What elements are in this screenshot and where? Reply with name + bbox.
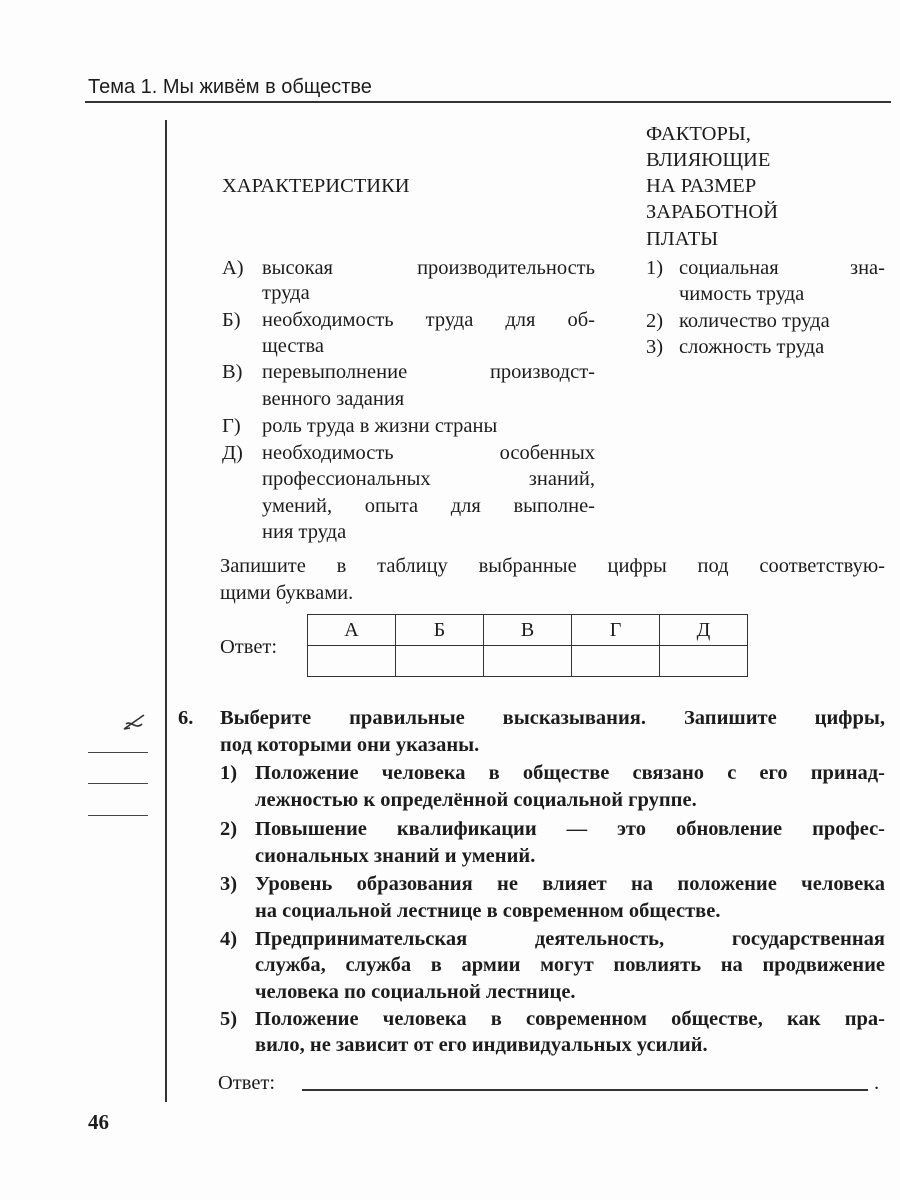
instruction-text: Запишите в таблицу выбранные цифры под соответствую- (220, 555, 885, 577)
answer-underline (302, 1089, 868, 1091)
item-text: сиональных знаний и умений. (255, 845, 536, 867)
item-label: 4) (220, 928, 238, 950)
factors-heading-line: ПЛАТЫ (646, 228, 719, 250)
answer-cell[interactable] (660, 646, 748, 677)
item-text: перевыполнение производст- (262, 361, 595, 383)
answer-field[interactable] (304, 1064, 864, 1090)
page-number: 46 (88, 1110, 109, 1134)
answer-cell[interactable] (484, 646, 572, 677)
item-text: умений, опыта для выполне- (262, 495, 595, 517)
item-label: 2) (220, 818, 238, 840)
item-text: венного задания (262, 388, 405, 410)
answer-cell[interactable] (396, 646, 484, 677)
item-text: Уровень образования не влияет на положение человека (255, 873, 885, 895)
item-text: профессиональных знаний, (262, 468, 595, 490)
margin-note-line (88, 752, 148, 753)
question-number: 6. (178, 707, 194, 729)
question-prompt: Выберите правильные высказывания. Запишите цифры, (220, 707, 885, 729)
item-text: человека по социальной лестнице. (255, 981, 576, 1003)
item-text: необходимость особенных (262, 442, 595, 464)
margin-rule (165, 120, 167, 1102)
answer-header: Б (396, 615, 484, 646)
answer-header: Д (660, 615, 748, 646)
item-text: Повышение квалификации — это обновление профес- (255, 818, 885, 840)
item-text: вило, не зависит от его индивидуальных усилий. (255, 1034, 708, 1056)
item-text: ния труда (262, 521, 347, 543)
item-text: необходимость труда для об- (262, 309, 595, 331)
running-header: Тема 1. Мы живём в обществе (88, 76, 372, 98)
answer-cell[interactable] (308, 646, 396, 677)
item-text: Положение человека в обществе связано с его принад- (255, 762, 885, 784)
item-text: количество труда (679, 310, 830, 332)
item-label: 3) (220, 873, 238, 895)
item-text: Положение человека в современном обществе, как пра- (255, 1008, 885, 1030)
answer-end-dot: . (874, 1072, 880, 1094)
answer-header: Г (572, 615, 660, 646)
instruction-text: щими буквами. (220, 582, 354, 604)
item-text: служба, служба в армии могут повлиять на продвижение (255, 954, 885, 976)
pencil-icon (122, 712, 148, 737)
item-label: 5) (220, 1008, 238, 1030)
factors-heading-line: ВЛИЯЮЩИЕ (646, 149, 771, 171)
item-text: щества (262, 335, 324, 357)
item-label: Г) (222, 415, 241, 437)
margin-note-line (88, 783, 148, 784)
factors-heading-line: НА РАЗМЕР (646, 175, 757, 197)
item-label: В) (222, 361, 243, 383)
item-label: Б) (222, 309, 241, 331)
item-text: Предпринимательская деятельность, государственная (255, 928, 885, 950)
answer-header: В (484, 615, 572, 646)
factors-heading-line: ФАКТОРЫ, (646, 123, 751, 145)
answer-label: Ответ: (218, 1072, 276, 1094)
characteristics-heading: ХАРАКТЕРИСТИКИ (222, 175, 410, 197)
item-label: 3) (646, 336, 664, 358)
answer-cell[interactable] (572, 646, 660, 677)
factors-heading-line: ЗАРАБОТНОЙ (646, 201, 779, 223)
item-label: 2) (646, 310, 664, 332)
item-label: А) (222, 257, 244, 279)
item-text: роль труда в жизни страны (262, 415, 498, 437)
header-rule (85, 101, 891, 103)
item-text: лежностью к определённой социальной группе. (255, 789, 697, 811)
item-text: высокая производительность (262, 257, 595, 279)
item-text: сложность труда (679, 336, 825, 358)
item-text: социальная зна- (679, 257, 885, 279)
margin-note-line (88, 815, 148, 816)
question-prompt: под которыми они указаны. (220, 734, 480, 756)
item-label: Д) (222, 442, 243, 464)
answer-table (307, 614, 748, 677)
item-text: чимость труда (679, 283, 805, 305)
item-text: труда (262, 282, 310, 304)
item-label: 1) (646, 257, 664, 279)
item-text: на социальной лестнице в современном обществе. (255, 900, 721, 922)
answer-label: Ответ: (220, 636, 278, 658)
item-label: 1) (220, 762, 238, 784)
answer-header: А (308, 615, 396, 646)
